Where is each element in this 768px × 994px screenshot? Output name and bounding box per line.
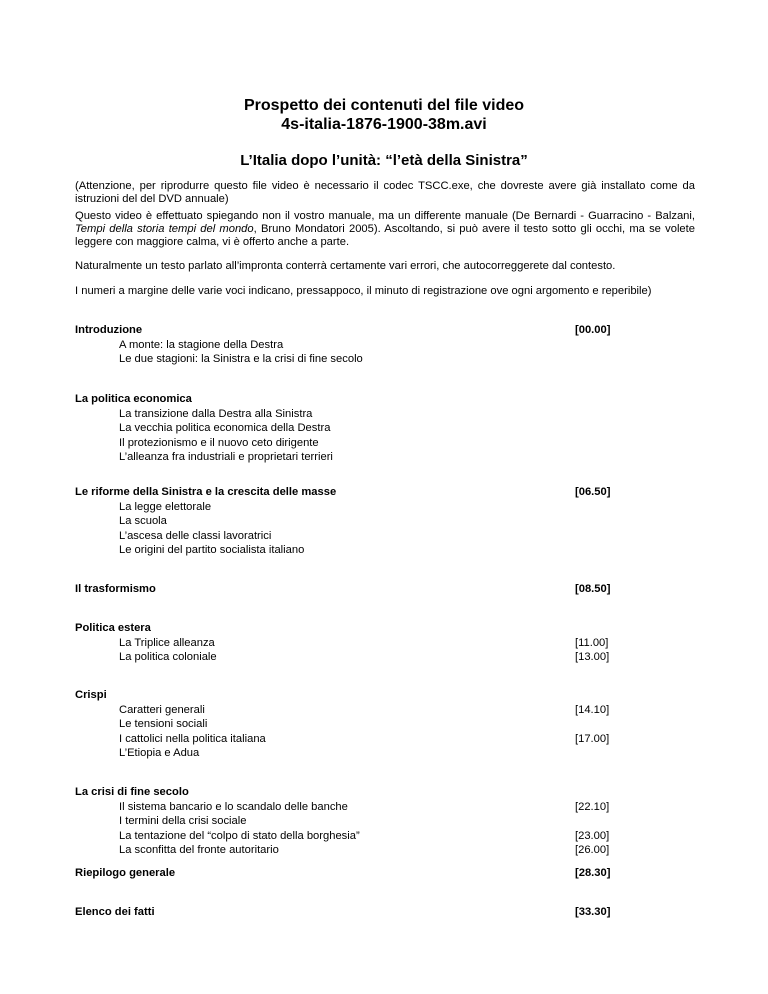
section-title-text: La crisi di fine secolo [75,786,189,798]
section-timestamp: [33.30] [575,906,611,918]
topic-item [75,543,675,558]
topic-timestamp: [23.00] [575,829,610,842]
section-politica-estera [75,621,675,665]
topic-text: Le due stagioni: la Sinistra e la crisi di fine secolo [119,353,363,365]
topic-timestamp: [17.00] [575,732,610,745]
topic-text: La tentazione del “colpo di stato della borghesia” [119,829,360,842]
section-timestamp: [00.00] [575,324,611,336]
topic-text: La sconfitta del fronte autoritario [119,844,279,856]
section-title-text: Riepilogo generale [75,867,176,879]
section-title-text: Introduzione [75,324,143,336]
section-trasformismo [75,582,675,597]
topic-item [75,500,675,515]
topic-item [75,636,675,651]
section-title [75,621,675,636]
topic-timestamp: [11.00] [575,636,609,649]
section-title-text: Crispi [75,689,107,701]
topic-item [75,814,675,829]
topic-item [75,800,675,815]
topic-text: La transizione dalla Destra alla Sinistra [119,407,313,420]
section-title-text: Elenco dei fatti [75,906,155,918]
section-timestamp: [06.50] [575,486,611,498]
topic-text: I termini della crisi sociale [119,815,247,827]
section-title-text: Politica estera [75,622,151,634]
topic-text: Il protezionismo e il nuovo ceto dirigente [119,436,319,449]
section-crispi [75,688,675,761]
topic-text: La scuola [119,515,167,527]
topic-item [75,514,675,529]
document-title-line-1: Prospetto dei contenuti del file video [243,97,525,114]
manual-paragraph [75,210,695,249]
topic-timestamp: [14.10] [575,703,610,716]
topic-text: A monte: la stagione della Destra [119,338,284,351]
topic-timestamp: [22.10] [575,800,610,813]
numbers-paragraph: I numeri a margine delle varie voci indicano, pressappoco, il minuto di registrazione ove ogni argomento e reperibile) [75,285,652,297]
topic-item [75,436,675,451]
section-title-text: La politica economica [75,393,192,405]
section-riepilogo-generale [75,866,675,881]
section-title [75,866,675,881]
topic-timestamp: [26.00] [575,844,610,856]
section-timestamp: [08.50] [575,583,611,595]
topic-item [75,421,675,436]
topic-item [75,843,675,858]
topic-text: L’alleanza fra industriali e proprietari terrieri [119,451,333,463]
topic-item [75,529,675,544]
section-crisi-fine-secolo [75,785,675,858]
section-title [75,485,675,500]
topic-item [75,352,675,367]
section-timestamp: [28.30] [575,867,611,879]
topic-text: I cattolici nella politica italiana [119,732,266,745]
topic-text: La vecchia politica economica della Destra [119,422,331,434]
section-introduzione [75,323,675,367]
topic-text: Le origini del partito socialista italiano [119,544,305,556]
manual-paragraph-after: , Bruno Mondatori 2005). Ascoltando, si può avere il testo sotto gli occhi, ma se volete leggere con maggiore calma, vi è offerto anche a parte. [75,223,695,248]
manual-paragraph-before: Questo video è effettuato spiegando non il vostro manuale, ma un differente manuale (De Bernardi - Guarracino - Balzani, [75,210,695,222]
section-title [75,688,675,703]
codec-note: (Attenzione, per riprodurre questo file video è necessario il codec TSCC.exe, che dovreste avere già installato come da istruzioni del del DVD annuale) [75,180,695,205]
manual-book-title: Tempi della storia tempi del mondo [75,223,254,235]
topic-item [75,338,675,353]
topic-text: L’Etiopia e Adua [119,747,200,759]
topic-text: Le tensioni sociali [119,718,208,730]
section-title [75,905,675,920]
section-title [75,392,675,407]
topic-item [75,450,675,465]
topic-item [75,746,675,761]
errors-paragraph: Naturalmente un testo parlato all’impronta conterrà certamente vari errori, che autocorreggerete dal contesto. [75,260,616,272]
section-title [75,582,675,597]
topic-item [75,407,675,422]
topic-text: Il sistema bancario e lo scandalo delle banche [119,800,348,813]
topic-text: La legge elettorale [119,500,212,513]
document-subtitle: L’Italia dopo l’unità: “l’età della Sinistra” [240,152,528,169]
topic-text: La Triplice alleanza [119,636,215,649]
section-elenco-fatti [75,905,675,920]
section-riforme-sinistra [75,485,675,558]
topic-timestamp: [13.00] [575,651,610,663]
topic-text: Caratteri generali [119,703,205,716]
topic-item [75,829,675,844]
section-title-text: Il trasformismo [75,583,156,595]
section-title [75,323,675,338]
topic-text: La politica coloniale [119,651,217,663]
topic-item [75,717,675,732]
topic-item [75,650,675,665]
document-title-line-2: 4s-italia-1876-1900-38m.avi [281,116,487,133]
section-title-text: Le riforme della Sinistra e la crescita delle masse [75,486,337,498]
section-title [75,785,675,800]
topic-item [75,732,675,747]
section-politica-economica [75,392,675,465]
topic-item [75,703,675,718]
topic-text: L’ascesa delle classi lavoratrici [119,529,272,542]
